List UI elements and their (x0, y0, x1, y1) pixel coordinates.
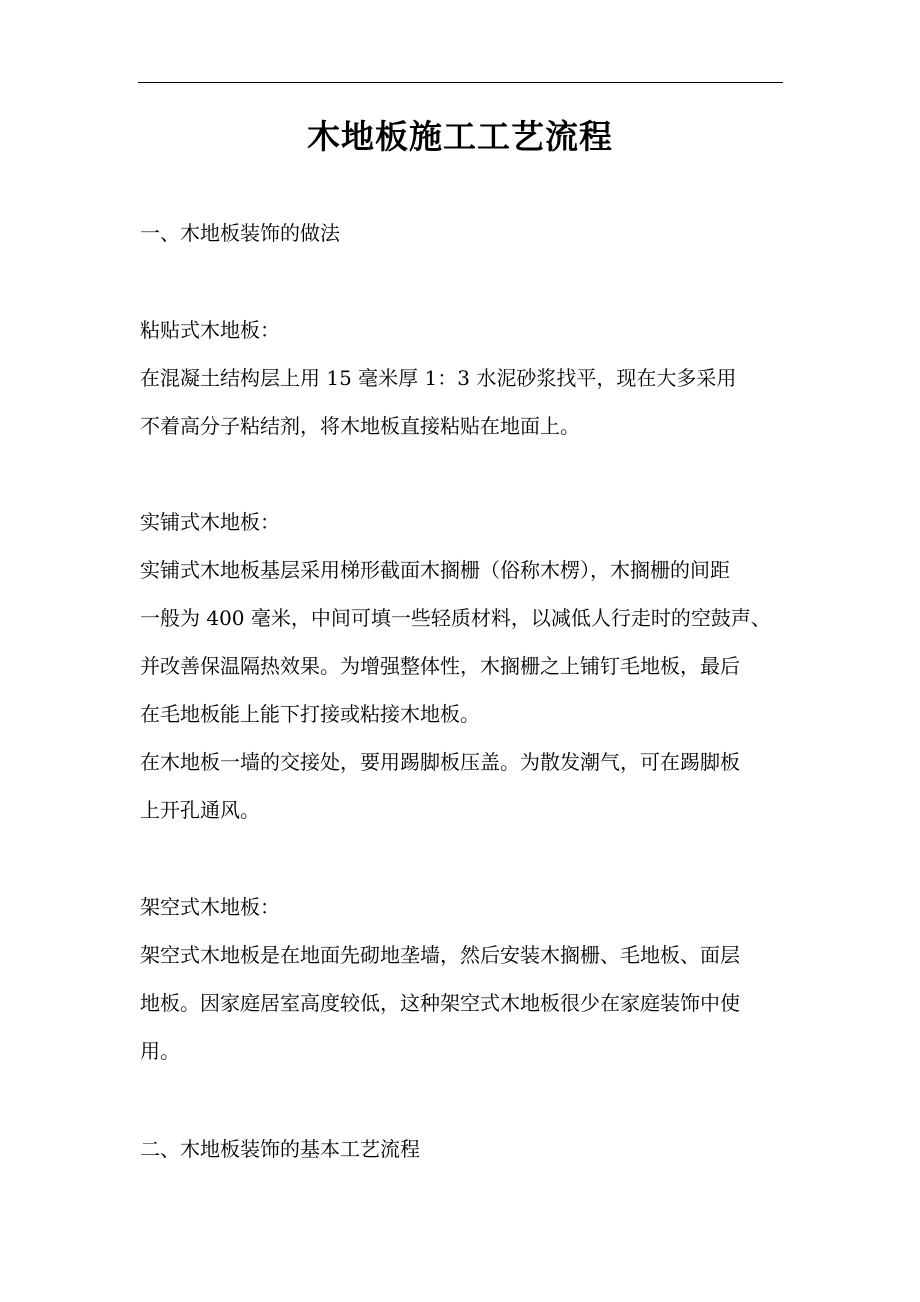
raised-floor-line-3: 用。 (140, 1039, 180, 1063)
solid-floor-line-4: 在毛地板能上能下打接或粘接木地板。 (140, 702, 480, 726)
raised-floor-line-2: 地板。因家庭居室高度较低，这种架空式木地板很少在家庭装饰中使 (140, 991, 740, 1015)
paste-floor-label: 粘贴式木地板： (140, 318, 280, 342)
section-1-heading: 一、木地板装饰的做法 (140, 221, 340, 245)
document-title: 木地板施工工艺流程 (307, 117, 613, 156)
solid-floor-line-2: 一般为 400 毫米，中间可填一些轻质材料，以减低人行走时的空鼓声、 (140, 606, 771, 630)
paste-floor-line-2: 不着高分子粘结剂，将木地板直接粘贴在地面上。 (140, 414, 580, 438)
header-rule (138, 82, 783, 83)
solid-floor-line-3: 并改善保温隔热效果。为增强整体性，木搁栅之上铺钉毛地板，最后 (140, 654, 740, 678)
solid-floor-label: 实铺式木地板： (140, 510, 280, 534)
paste-floor-line-1: 在混凝土结构层上用 15 毫米厚 1：3 水泥砂浆找平，现在大多采用 (140, 366, 737, 390)
section-2-heading: 二、木地板装饰的基本工艺流程 (140, 1137, 420, 1161)
raised-floor-line-1: 架空式木地板是在地面先砌地垄墙，然后安装木搁栅、毛地板、面层 (140, 943, 740, 967)
raised-floor-label: 架空式木地板： (140, 895, 280, 919)
solid-floor-line-5: 在木地板一墙的交接处，要用踢脚板压盖。为散发潮气，可在踢脚板 (140, 750, 740, 774)
solid-floor-line-1: 实铺式木地板基层采用梯形截面木搁栅（俗称木楞），木搁栅的间距 (140, 558, 730, 582)
solid-floor-line-6: 上开孔通风。 (140, 798, 260, 822)
